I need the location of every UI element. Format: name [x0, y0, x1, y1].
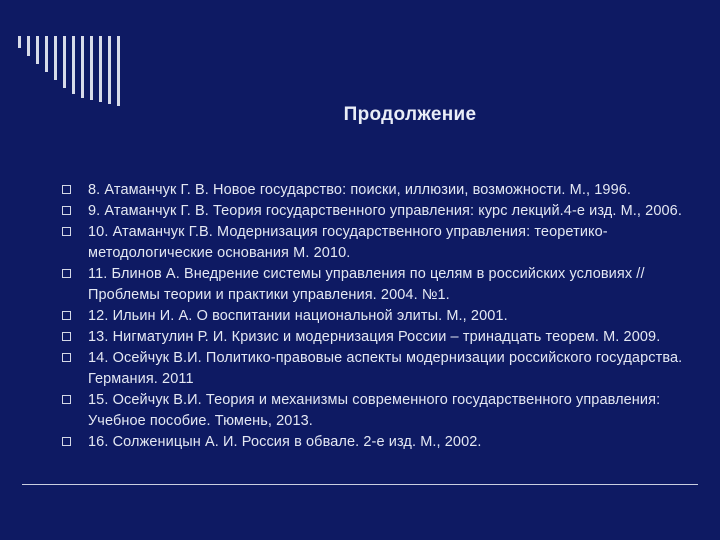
square-bullet-icon	[62, 353, 71, 362]
square-bullet-icon	[62, 395, 71, 404]
list-item	[62, 222, 692, 264]
list-item	[62, 348, 692, 390]
square-bullet-icon	[62, 437, 71, 446]
list-item	[62, 327, 692, 348]
list-item	[62, 390, 692, 432]
divider-line	[22, 484, 698, 485]
square-bullet-icon	[62, 332, 71, 341]
reference-text: 13. Нигматулин Р. И. Кризис и модернизация России – тринадцать теорем. М. 2009.	[88, 329, 661, 345]
list-item	[62, 264, 692, 306]
reference-text: 11. Блинов А. Внедрение системы управления по целям в российских условиях //Проблемы теории и практики управления. 2004. №1.	[88, 266, 645, 303]
list-item	[62, 432, 692, 453]
reference-text: 14. Осейчук В.И. Политико-правовые аспекты модернизации российского государства. Германия. 2011	[88, 350, 683, 387]
reference-list	[62, 180, 692, 453]
square-bullet-icon	[62, 311, 71, 320]
decorative-bars	[18, 36, 148, 106]
slide-title: Продолжение	[343, 104, 477, 125]
reference-text: 15. Осейчук В.И. Теория и механизмы современного государственного управления: Учебное пособие. Тюмень, 2013.	[88, 392, 661, 429]
reference-text: 9. Атаманчук Г. В. Теория государственного управления: курс лекций.4-е изд. М., 2006.	[88, 203, 682, 219]
square-bullet-icon	[62, 227, 71, 236]
square-bullet-icon	[62, 206, 71, 215]
square-bullet-icon	[62, 269, 71, 278]
reference-text: 12. Ильин И. А. О воспитании национальной элиты. М., 2001.	[88, 308, 508, 324]
list-item	[62, 201, 692, 222]
reference-text: 16. Солженицын А. И. Россия в обвале. 2-е изд. М., 2002.	[88, 434, 482, 450]
square-bullet-icon	[62, 185, 71, 194]
list-item	[62, 180, 692, 201]
reference-text: 8. Атаманчук Г. В. Новое государство: поиски, иллюзии, возможности. М., 1996.	[88, 182, 632, 198]
list-item	[62, 306, 692, 327]
reference-text: 10. Атаманчук Г.В. Модернизация государственного управления: теоретико-методологические основания М. 2010.	[88, 224, 608, 261]
